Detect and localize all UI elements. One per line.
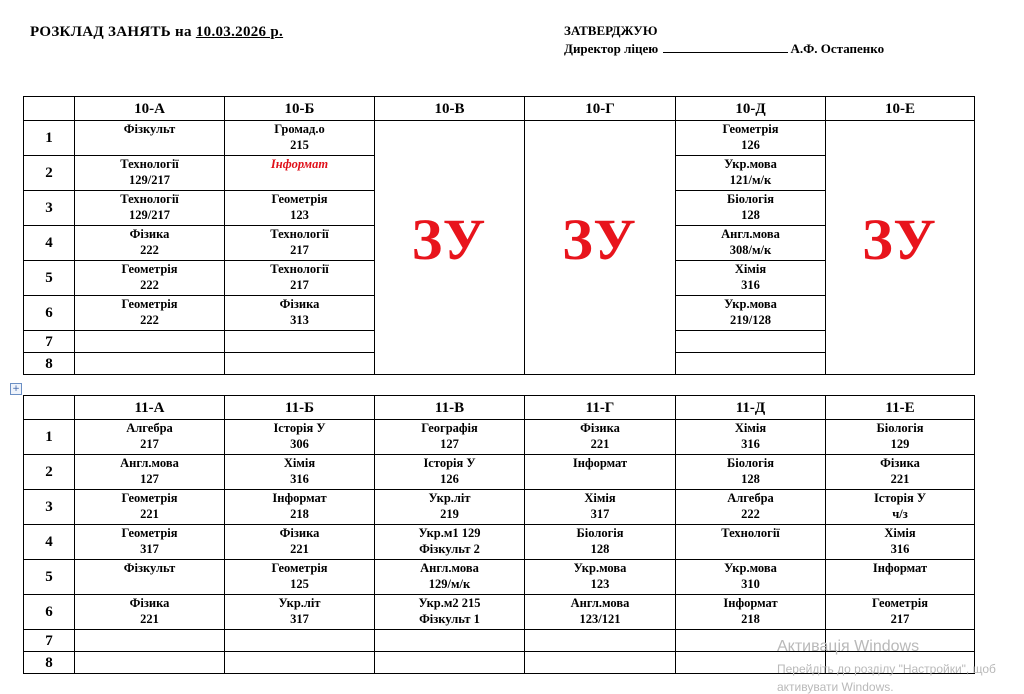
table-row xyxy=(24,560,975,595)
lesson-cell xyxy=(75,331,225,353)
lesson-cell xyxy=(225,331,375,353)
lesson-cell xyxy=(75,652,225,674)
lesson-number: 8 xyxy=(24,353,75,375)
lesson-cell: Укр.мова 121/м/к xyxy=(676,156,826,191)
lesson-cell: Англ.мова 123/121 xyxy=(525,595,676,630)
lesson-cell: Хімія 317 xyxy=(525,490,676,525)
lesson-cell xyxy=(375,652,525,674)
lesson-cell: Технології xyxy=(676,525,826,560)
table-row xyxy=(24,420,975,455)
lesson-cell xyxy=(676,331,826,353)
class-header: 11-В xyxy=(375,396,525,420)
highlighted-subject: Інформат xyxy=(270,157,329,171)
lesson-cell: Фізика 221 xyxy=(525,420,676,455)
lesson-cell: Укр.м2 215 Фізкульт 1 xyxy=(375,595,525,630)
lesson-number: 1 xyxy=(24,121,75,156)
lesson-cell: Інформат xyxy=(525,455,676,490)
lesson-cell: Укр.літ 219 xyxy=(375,490,525,525)
corner-cell xyxy=(24,396,75,420)
lesson-number: 2 xyxy=(24,156,75,191)
signature-line xyxy=(663,40,788,53)
corner-cell xyxy=(24,97,75,121)
lesson-cell: Біологія 128 xyxy=(676,455,826,490)
header-row xyxy=(24,396,975,420)
approve-label: ЗАТВЕРДЖУЮ xyxy=(564,23,658,38)
lesson-cell: Технології 217 xyxy=(225,226,375,261)
class-header: 10-Е xyxy=(826,97,975,121)
lesson-cell: Фізика 221 xyxy=(75,595,225,630)
lesson-cell: Геометрія 123 xyxy=(225,191,375,226)
table-move-handle-icon[interactable]: + xyxy=(10,383,22,395)
lesson-cell: Інформат 218 xyxy=(225,490,375,525)
lesson-cell: Геометрія 221 xyxy=(75,490,225,525)
schedule-table-10 xyxy=(23,96,975,375)
approval-block xyxy=(564,22,884,58)
lesson-cell: Хімія 316 xyxy=(225,455,375,490)
lesson-cell: Фізика 222 xyxy=(75,226,225,261)
lesson-cell: Англ.мова 308/м/к xyxy=(676,226,826,261)
table-row xyxy=(24,121,975,156)
schedule-title xyxy=(30,24,283,41)
class-header: 11-А xyxy=(75,396,225,420)
lesson-cell xyxy=(676,353,826,375)
lesson-cell: Англ.мова 129/м/к xyxy=(375,560,525,595)
lesson-number: 3 xyxy=(24,490,75,525)
lesson-cell: Геометрія 126 xyxy=(676,121,826,156)
lesson-cell xyxy=(525,630,676,652)
schedule-date: 10.03.2026 р. xyxy=(195,24,284,40)
lesson-cell: Укр.літ 317 xyxy=(225,595,375,630)
lesson-cell: Технології 129/217 xyxy=(75,156,225,191)
lesson-cell xyxy=(75,630,225,652)
class-header: 11-Д xyxy=(676,396,826,420)
lesson-cell: Інформат 218 xyxy=(676,595,826,630)
lesson-cell: Фізкульт xyxy=(75,560,225,595)
lesson-cell: Біологія 129 xyxy=(826,420,975,455)
schedule-table-11 xyxy=(23,395,975,674)
lesson-number: 6 xyxy=(24,595,75,630)
lesson-cell: Алгебра 222 xyxy=(676,490,826,525)
director-label: Директор ліцею xyxy=(564,41,659,56)
lesson-number: 4 xyxy=(24,525,75,560)
header-row xyxy=(24,97,975,121)
lesson-number: 7 xyxy=(24,331,75,353)
lesson-cell: Алгебра 217 xyxy=(75,420,225,455)
lesson-cell: Укр.мова 219/128 xyxy=(676,296,826,331)
lesson-number: 4 xyxy=(24,226,75,261)
class-header: 10-А xyxy=(75,97,225,121)
lesson-cell xyxy=(75,353,225,375)
zu-cell-10v xyxy=(375,121,525,375)
zu-label: ЗУ xyxy=(862,207,938,272)
lesson-cell: Укр.мова 123 xyxy=(525,560,676,595)
lesson-cell: Хімія 316 xyxy=(676,420,826,455)
lesson-cell: Геометрія 125 xyxy=(225,560,375,595)
watermark-line-2: Перейдіть до розділу "Настройки", щоб xyxy=(777,662,996,676)
lesson-number: 7 xyxy=(24,630,75,652)
lesson-number: 6 xyxy=(24,296,75,331)
lesson-cell: Біологія 128 xyxy=(676,191,826,226)
table-body xyxy=(24,420,975,674)
lesson-cell: Фізика 313 xyxy=(225,296,375,331)
lesson-cell: Хімія 316 xyxy=(826,525,975,560)
lesson-cell: Укр.м1 129 Фізкульт 2 xyxy=(375,525,525,560)
lesson-number: 2 xyxy=(24,455,75,490)
lesson-cell: Укр.мова 310 xyxy=(676,560,826,595)
zu-cell-10e xyxy=(826,121,975,375)
lesson-cell: Геометрія 317 xyxy=(75,525,225,560)
class-header: 11-Г xyxy=(525,396,676,420)
director-name: А.Ф. Остапенко xyxy=(790,41,885,56)
lesson-number: 8 xyxy=(24,652,75,674)
lesson-cell xyxy=(225,630,375,652)
table-row xyxy=(24,595,975,630)
lesson-cell xyxy=(525,652,676,674)
table-row xyxy=(24,525,975,560)
lesson-cell: Фізика 221 xyxy=(826,455,975,490)
lesson-cell: Геометрія 222 xyxy=(75,296,225,331)
lesson-number: 3 xyxy=(24,191,75,226)
lesson-cell xyxy=(225,652,375,674)
lesson-cell: Хімія 316 xyxy=(676,261,826,296)
director-line xyxy=(564,40,884,58)
windows-activation-watermark xyxy=(777,638,996,694)
lesson-cell: Географія 127 xyxy=(375,420,525,455)
title-prefix: РОЗКЛАД ЗАНЯТЬ на xyxy=(30,24,196,40)
lesson-cell: Історія У ч/з xyxy=(826,490,975,525)
lesson-cell: Технології 129/217 xyxy=(75,191,225,226)
lesson-number: 1 xyxy=(24,420,75,455)
lesson-cell: Технології 217 xyxy=(225,261,375,296)
class-header: 11-Б xyxy=(225,396,375,420)
table-row xyxy=(24,490,975,525)
lesson-cell: Громад.о 215 xyxy=(225,121,375,156)
watermark-line-3: активувати Windows. xyxy=(777,680,894,694)
lesson-number: 5 xyxy=(24,261,75,296)
lesson-cell: Англ.мова 127 xyxy=(75,455,225,490)
lesson-cell xyxy=(375,630,525,652)
lesson-cell: Історія У 126 xyxy=(375,455,525,490)
class-header: 10-Д xyxy=(676,97,826,121)
lesson-number: 5 xyxy=(24,560,75,595)
lesson-cell: Біологія 128 xyxy=(525,525,676,560)
lesson-cell xyxy=(225,156,375,191)
class-header: 10-Б xyxy=(225,97,375,121)
zu-cell-10g xyxy=(525,121,676,375)
class-header: 11-Е xyxy=(826,396,975,420)
zu-label: ЗУ xyxy=(562,207,638,272)
lesson-cell: Фізкульт xyxy=(75,121,225,156)
class-header: 10-Г xyxy=(525,97,676,121)
class-header: 10-В xyxy=(375,97,525,121)
lesson-cell xyxy=(225,353,375,375)
lesson-cell: Історія У 306 xyxy=(225,420,375,455)
lesson-cell: Геометрія 222 xyxy=(75,261,225,296)
lesson-cell: Фізика 221 xyxy=(225,525,375,560)
zu-label: ЗУ xyxy=(411,207,488,272)
watermark-line-1: Активація Windows xyxy=(777,638,920,655)
lesson-cell: Геометрія 217 xyxy=(826,595,975,630)
table-row xyxy=(24,455,975,490)
lesson-cell: Інформат xyxy=(826,560,975,595)
